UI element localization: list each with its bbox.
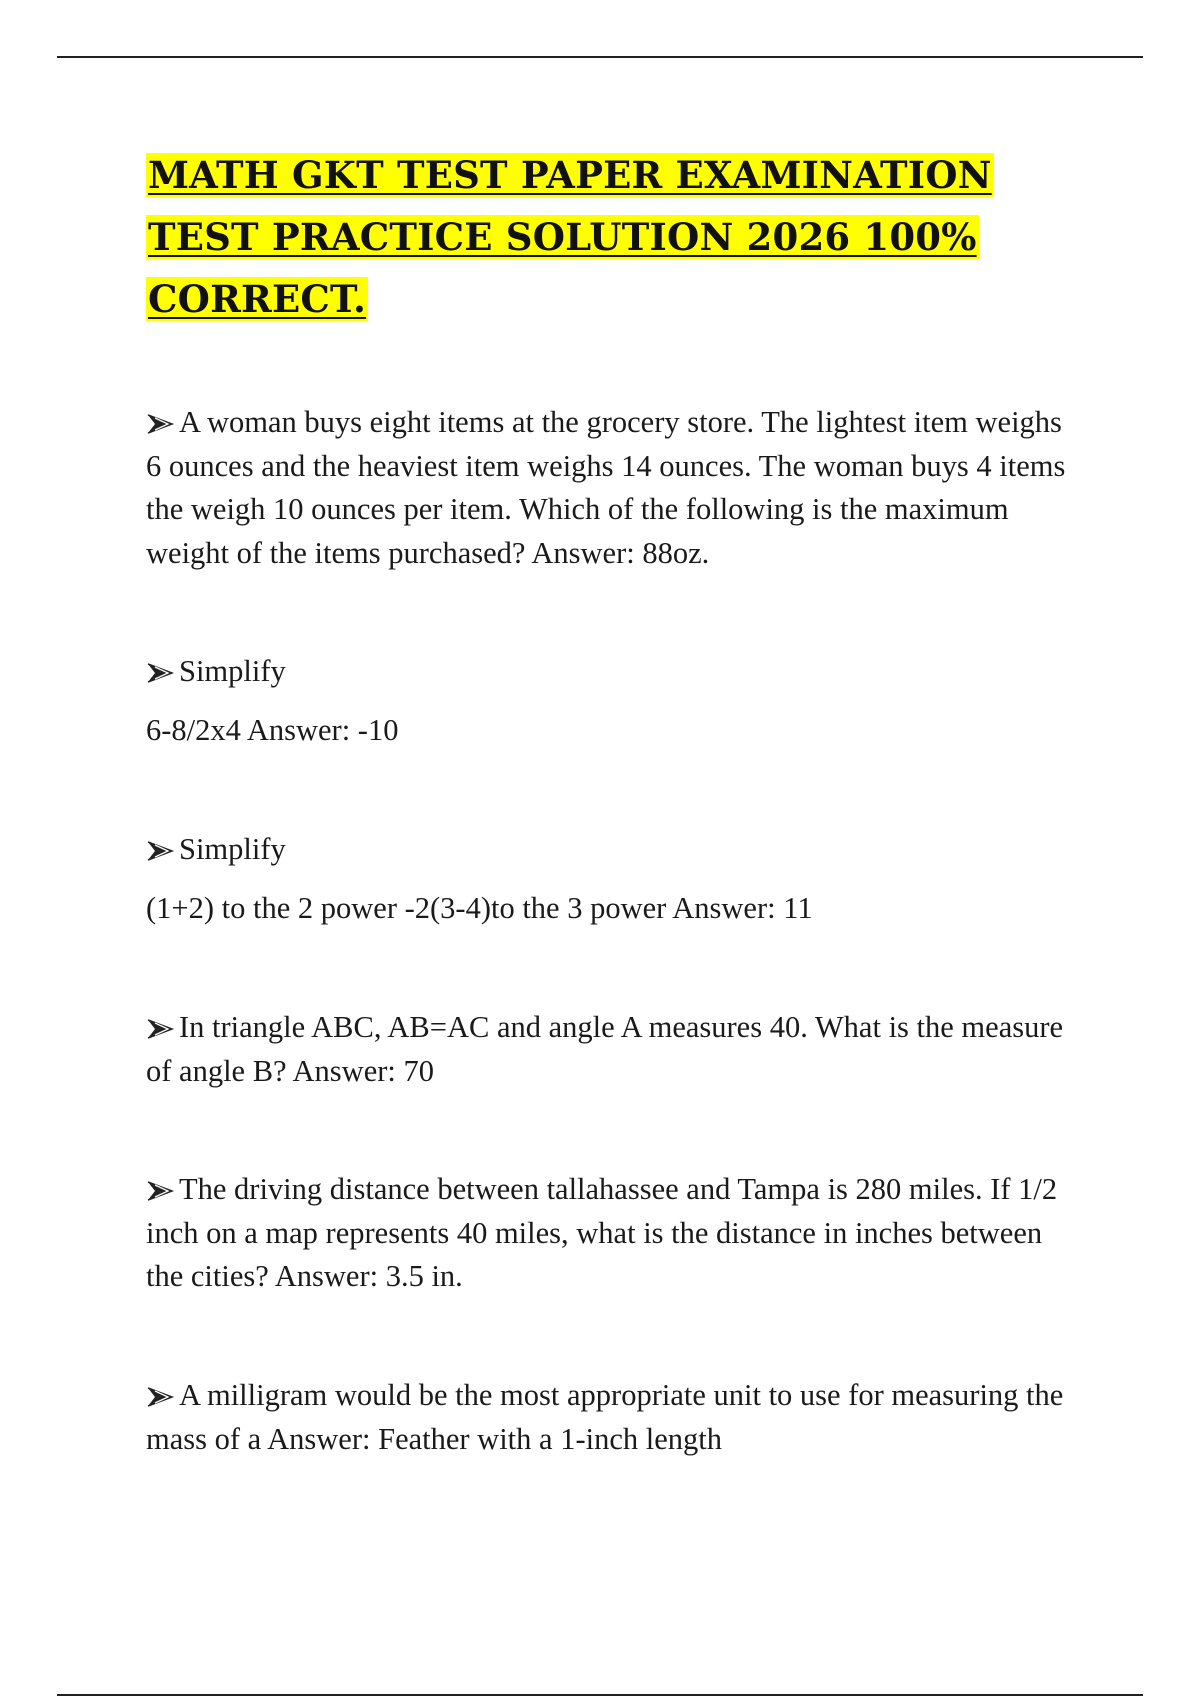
question-text: A milligram would be the most appropriate unit to use for measuring the mass of a Answer: Feather with a 1-inch length <box>146 1378 1064 1456</box>
question-item <box>146 650 1066 694</box>
title-highlight: MATH GKT TEST PAPER EXAMINATION TEST PRACTICE SOLUTION 2026 100% CORRECT. <box>148 153 992 321</box>
question-text: A woman buys eight items at the grocery store. The lightest item weighs 6 ounces and the heaviest item weighs 14 ounces. The woman buys 4 items the weigh 10 ounces per item. Which of the following is the maximum weight of the items purchased? Answer: 88oz. <box>146 405 1066 570</box>
footer-rule <box>57 1694 1143 1696</box>
question-text: The driving distance between tallahassee and Tampa is 280 miles. If 1/2 inch on a map represents 40 miles, what is the distance in inches between the cities? Answer: 3.5 in. <box>146 1172 1058 1293</box>
header-rule <box>57 56 1143 58</box>
double-arrow-right-icon <box>146 1180 176 1202</box>
question-item <box>146 401 1066 575</box>
document-title <box>146 144 1076 330</box>
question-item <box>146 828 1066 872</box>
double-arrow-right-icon <box>146 1018 176 1040</box>
double-arrow-right-icon <box>146 662 176 684</box>
question-text: Simplify <box>179 832 286 866</box>
question-item <box>146 1168 1066 1299</box>
question-detail: 6-8/2x4 Answer: -10 <box>146 713 399 747</box>
question-item <box>146 1006 1066 1093</box>
question-text: In triangle ABC, AB=AC and angle A measures 40. What is the measure of angle B? Answer: 70 <box>146 1010 1064 1088</box>
double-arrow-right-icon <box>146 840 176 862</box>
double-arrow-right-icon <box>146 1386 176 1408</box>
question-text: Simplify <box>179 654 286 688</box>
question-detail: (1+2) to the 2 power -2(3-4)to the 3 power Answer: 11 <box>146 891 813 925</box>
question-item <box>146 1374 1066 1461</box>
double-arrow-right-icon <box>146 413 176 435</box>
